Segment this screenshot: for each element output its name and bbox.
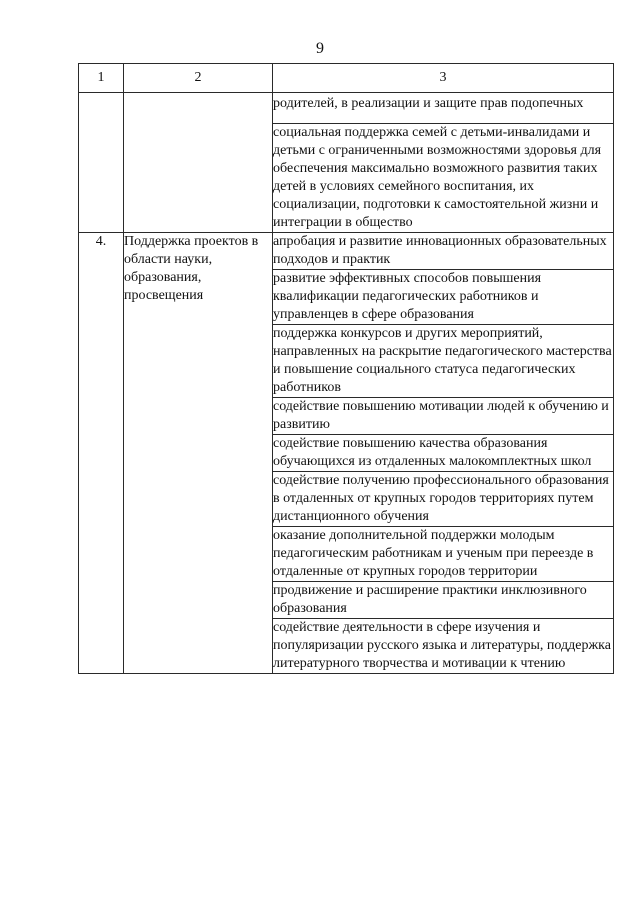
empty-number-cell	[79, 93, 124, 233]
direction-item: оказание дополнительной поддержки молодым педагогическим работникам и ученым при переезде в отдаленные от крупных городов территории	[273, 527, 614, 582]
direction-item: апробация и развитие инновационных образовательных подходов и практик	[273, 233, 614, 270]
table-row	[79, 93, 614, 124]
page-number: 9	[316, 40, 324, 57]
grants-directions-table	[78, 63, 614, 674]
empty-topic-cell	[124, 93, 273, 233]
direction-item: содействие получению профессионального образования в отдаленных от крупных городов территориях путем дистанционного обучения	[273, 472, 614, 527]
direction-item: содействие повышению мотивации людей к обучению и развитию	[273, 398, 614, 435]
column-header-1: 1	[79, 64, 124, 93]
section-number: 4.	[79, 233, 124, 674]
direction-item: поддержка конкурсов и других мероприятий, направленных на раскрытие педагогического мастерства и повышение социального статуса педагогических работников	[273, 325, 614, 398]
direction-item: социальная поддержка семей с детьми-инвалидами и детьми с ограниченными возможностями здоровья для обеспечения максимально возможного развития таких детей в условиях семейного воспитания, их социализации, подготовки к самостоятельной жизни и интеграции в общество	[273, 124, 614, 233]
direction-item: содействие деятельности в сфере изучения и популяризации русского языка и литературы, поддержка литературного творчества и мотивации к чтению	[273, 619, 614, 674]
direction-item: родителей, в реализации и защите прав подопечных	[273, 93, 614, 124]
table-row	[79, 233, 614, 270]
column-header-2: 2	[124, 64, 273, 93]
direction-item: продвижение и расширение практики инклюзивного образования	[273, 582, 614, 619]
column-header-3: 3	[273, 64, 614, 93]
direction-item: содействие повышению качества образования обучающихся из отдаленных малокомплектных школ	[273, 435, 614, 472]
table-header-row	[79, 64, 614, 93]
section-title: Поддержка проектов в области науки, образования, просвещения	[124, 233, 273, 674]
direction-item: развитие эффективных способов повышения квалификации педагогических работников и управленцев в сфере образования	[273, 270, 614, 325]
